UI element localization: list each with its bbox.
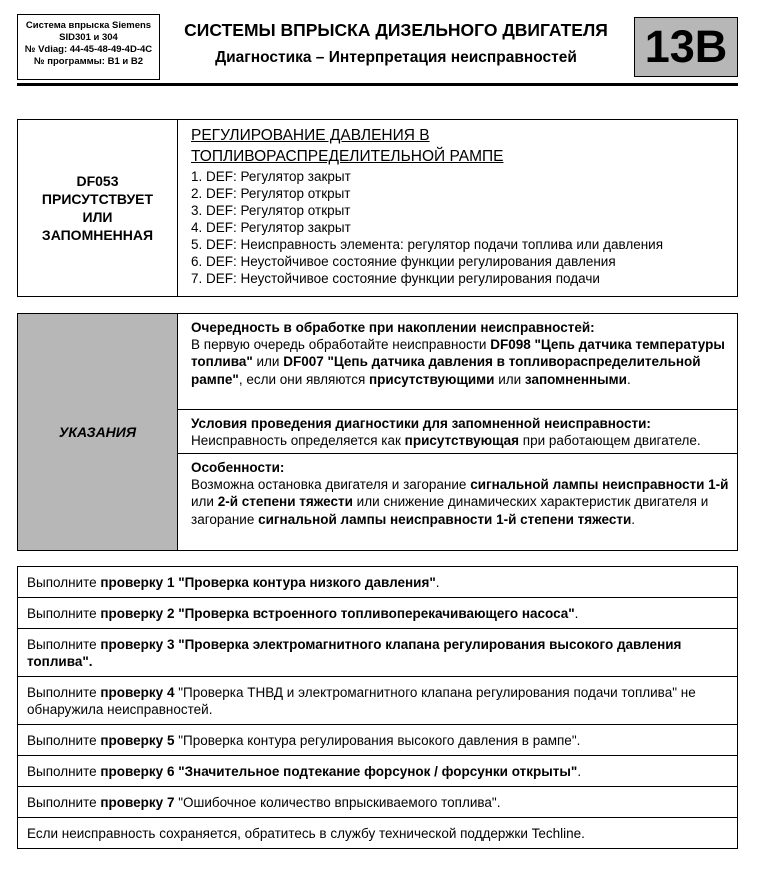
check-step: Выполните проверку 7 "Ошибочное количество впрыскиваемого топлива". xyxy=(18,787,737,818)
priority-section xyxy=(178,314,737,410)
check-step: Выполните проверку 2 "Проверка встроенного топливоперекачивающего насоса". xyxy=(18,598,737,629)
priority-heading: Очередность в обработке при накоплении неисправностей: xyxy=(191,320,595,335)
fault-item: 3. DEF: Регулятор открыт xyxy=(191,203,351,218)
header-divider xyxy=(17,83,738,86)
conditions-heading: Условия проведения диагностики для запомненной неисправности: xyxy=(191,416,651,431)
fault-code-cell xyxy=(18,120,178,296)
fault-item: 7. DEF: Неустойчивое состояние функции регулирования подачи xyxy=(191,271,600,286)
checks-list xyxy=(17,566,738,849)
page-subtitle: Диагностика – Интерпретация неисправностей xyxy=(215,49,577,66)
fault-box xyxy=(17,119,738,297)
fault-item: 2. DEF: Регулятор открыт xyxy=(191,186,351,201)
features-text: Возможна остановка двигателя и загорание сигнальной лампы неисправности 1-й или 2-й степени тяжести или снижение динамических характеристик двигателя и загорание сигнальной лампы неисправности 1-й степени тяжести. xyxy=(191,477,729,527)
fault-code: DF053 xyxy=(76,173,119,189)
system-info-box xyxy=(17,14,160,80)
check-step: Выполните проверку 4 "Проверка ТНВД и электромагнитного клапана регулирования подачи топлива" не обнаружила неисправностей. xyxy=(18,677,737,725)
section-code-badge: 13B xyxy=(634,17,738,77)
instructions-label: УКАЗАНИЯ xyxy=(18,314,178,550)
fault-item: 5. DEF: Неисправность элемента: регулятор подачи топлива или давления xyxy=(191,237,664,252)
check-step: Выполните проверку 5 "Проверка контура регулирования высокого давления в рампе". xyxy=(18,725,737,756)
conditions-section xyxy=(178,410,737,454)
fault-title-line: ТОПЛИВОРАСПРЕДЕЛИТЕЛЬНОЙ РАМПЕ xyxy=(191,148,504,165)
check-step: Выполните проверку 1 "Проверка контура низкого давления". xyxy=(18,567,737,598)
system-info-line: № Vdiag: 44-45-48-49-4D-4C xyxy=(24,44,153,55)
conditions-text: Неисправность определяется как присутствующая при работающем двигателе. xyxy=(191,433,701,449)
features-heading: Особенности: xyxy=(191,460,285,475)
page-title: СИСТЕМЫ ВПРЫСКА ДИЗЕЛЬНОГО ДВИГАТЕЛЯ xyxy=(184,20,608,40)
system-info-line: Система впрыска Siemens xyxy=(25,20,152,31)
features-section xyxy=(178,454,737,550)
check-step: Выполните проверку 3 "Проверка электромагнитного клапана регулирования высокого давления топлива". xyxy=(18,629,737,677)
fault-title-line: РЕГУЛИРОВАНИЕ ДАВЛЕНИЯ В xyxy=(191,127,430,144)
fault-status-line: ЗАПОМНЕННАЯ xyxy=(41,227,154,243)
instructions-box xyxy=(17,313,738,551)
priority-text: В первую очередь обработайте неисправности DF098 "Цепь датчика температуры топлива" или DF007 "Цепь датчика давления в топливораспределительной рампе", если они являются присутствующими или запомненными. xyxy=(191,337,725,387)
fault-item: 6. DEF: Неустойчивое состояние функции регулирования давления xyxy=(191,254,616,269)
check-step: Выполните проверку 6 "Значительное подтекание форсунок / форсунки открыты". xyxy=(18,756,737,787)
fault-status-line: ИЛИ xyxy=(82,209,113,225)
system-info-line: № программы: B1 и B2 xyxy=(34,56,143,67)
fault-status-line: ПРИСУТСТВУЕТ xyxy=(41,191,154,207)
fault-description-cell xyxy=(191,126,731,287)
fault-item: 1. DEF: Регулятор закрыт xyxy=(191,169,351,184)
techline-support-note: Если неисправность сохраняется, обратитесь в службу технической поддержки Techline. xyxy=(27,826,585,841)
fault-item: 4. DEF: Регулятор закрыт xyxy=(191,220,351,235)
system-info-line: SID301 и 304 xyxy=(59,32,118,43)
